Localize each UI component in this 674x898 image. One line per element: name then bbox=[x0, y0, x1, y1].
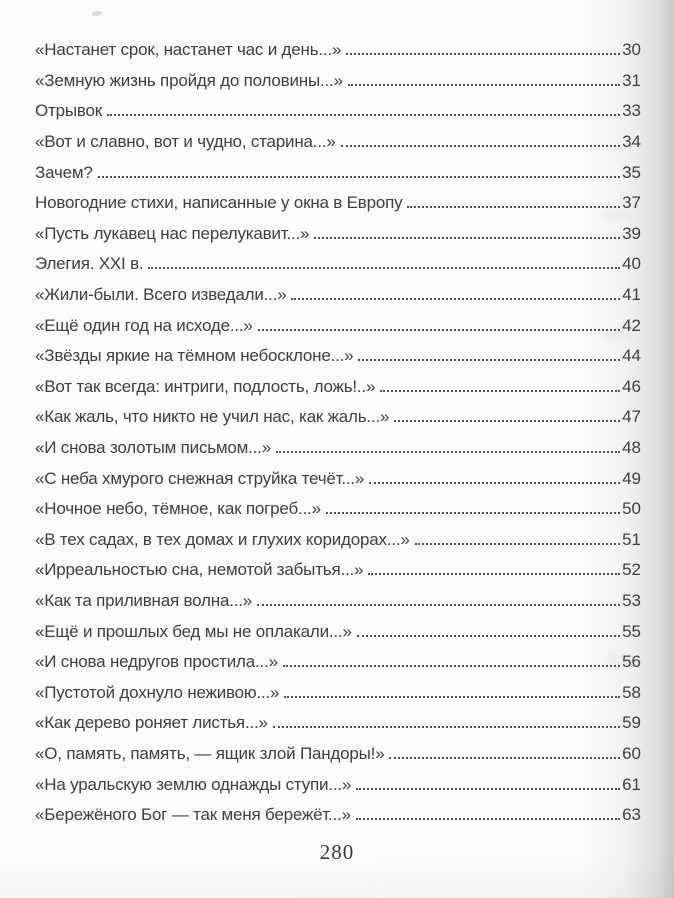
toc-entry-page: 61 bbox=[622, 774, 641, 794]
toc-entry-title: «Как та приливная волна...» bbox=[35, 590, 253, 610]
toc-entry-page: 50 bbox=[622, 499, 641, 519]
toc-entry-title: «Жили-были. Всего изведали...» bbox=[35, 285, 287, 305]
toc-entry bbox=[35, 555, 641, 586]
toc-entry bbox=[35, 35, 641, 66]
toc-entry-page: 34 bbox=[622, 132, 641, 152]
dot-leader bbox=[341, 145, 620, 147]
toc-entry-page: 35 bbox=[622, 162, 641, 182]
page-number: 280 bbox=[319, 840, 355, 864]
toc-entry-page: 58 bbox=[622, 682, 641, 702]
toc-entry-page: 44 bbox=[622, 346, 641, 366]
dot-leader bbox=[394, 420, 620, 422]
dot-leader bbox=[356, 818, 620, 820]
toc-entry-title: «О, память, память, — ящик злой Пандоры!» bbox=[35, 743, 385, 763]
dot-leader bbox=[369, 482, 620, 484]
dot-leader bbox=[284, 696, 620, 698]
toc-entry-title: «В тех садах, в тех домах и глухих коридорах...» bbox=[35, 529, 410, 549]
toc-entry-page: 30 bbox=[622, 40, 641, 60]
toc-entry-page: 55 bbox=[622, 621, 641, 641]
toc-entry-page: 42 bbox=[622, 315, 641, 335]
toc-entry bbox=[35, 708, 641, 739]
dot-leader bbox=[346, 53, 620, 55]
toc-entry-title: «Ещё один год на исходе...» bbox=[35, 315, 253, 335]
toc-entry bbox=[35, 219, 641, 250]
dot-leader bbox=[389, 757, 620, 759]
toc-entry bbox=[35, 463, 641, 494]
dot-leader bbox=[314, 237, 620, 239]
toc-entry bbox=[35, 494, 641, 525]
dot-leader bbox=[258, 329, 620, 331]
toc-entry-page: 51 bbox=[622, 529, 641, 549]
toc-entry bbox=[35, 280, 641, 311]
dot-leader bbox=[291, 298, 620, 300]
dot-leader bbox=[407, 206, 620, 208]
toc-entry-title: «Земную жизнь пройдя до половины...» bbox=[35, 70, 343, 90]
toc-entry bbox=[35, 647, 641, 678]
toc-entry-page: 40 bbox=[622, 254, 641, 274]
toc-entry-page: 33 bbox=[622, 101, 641, 121]
dot-leader bbox=[357, 635, 620, 637]
toc-entry-page: 31 bbox=[622, 70, 641, 90]
dot-leader bbox=[273, 726, 620, 728]
toc-entry bbox=[35, 586, 641, 617]
toc-entry-page: 59 bbox=[622, 713, 641, 733]
toc-entry-page: 41 bbox=[622, 285, 641, 305]
toc-entry bbox=[35, 66, 641, 97]
toc-entry-page: 49 bbox=[622, 468, 641, 488]
toc-entry bbox=[35, 127, 641, 158]
toc-entry-title: Новогодние стихи, написанные у окна в Европу bbox=[35, 193, 403, 213]
toc-entry-title: «И снова недругов простила...» bbox=[35, 652, 278, 672]
dot-leader bbox=[415, 543, 620, 545]
toc-entry-page: 37 bbox=[622, 193, 641, 213]
dot-leader bbox=[348, 84, 620, 86]
toc-entry-title: «На уральскую землю однажды ступи...» bbox=[35, 774, 352, 794]
toc-entry-page: 60 bbox=[622, 743, 641, 763]
toc-entry bbox=[35, 310, 641, 341]
dot-leader bbox=[257, 604, 620, 606]
toc-entry-page: 46 bbox=[622, 376, 641, 396]
toc-entry-title: «И снова золотым письмом...» bbox=[35, 438, 271, 458]
toc-entry bbox=[35, 96, 641, 127]
toc-entry-page: 53 bbox=[622, 590, 641, 610]
toc-entry bbox=[35, 525, 641, 556]
toc-entry-title: «Вот так всегда: интриги, подлость, ложь!..» bbox=[35, 376, 376, 396]
toc-entry bbox=[35, 739, 641, 770]
dot-leader bbox=[98, 176, 620, 178]
toc-entry-title: «Как дерево роняет листья...» bbox=[35, 713, 268, 733]
toc-entry-title: «Как жаль, что никто не учил нас, как жаль...» bbox=[35, 407, 390, 427]
toc-entry-title: «Ирреальностью сна, немотой забытья...» bbox=[35, 560, 364, 580]
toc-entry bbox=[35, 677, 641, 708]
toc-entry bbox=[35, 249, 641, 280]
toc-entry-title: «Настанет срок, настанет час и день...» bbox=[35, 40, 342, 60]
dot-leader bbox=[276, 451, 620, 453]
dot-leader bbox=[380, 390, 620, 392]
toc-entry-page: 63 bbox=[622, 805, 641, 825]
toc-entry-title: «Ночное небо, тёмное, как погреб...» bbox=[35, 499, 321, 519]
toc-entry bbox=[35, 188, 641, 219]
toc-entry-title: «Вот и славно, вот и чудно, старина...» bbox=[35, 132, 336, 152]
toc-entry-page: 47 bbox=[622, 407, 641, 427]
dot-leader bbox=[107, 114, 620, 116]
toc-entry-page: 48 bbox=[622, 438, 641, 458]
toc-entry bbox=[35, 157, 641, 188]
toc-entry-page: 56 bbox=[622, 652, 641, 672]
toc-entry-title: Элегия. XXI в. bbox=[35, 254, 144, 274]
toc-entry-title: Зачем? bbox=[35, 162, 93, 182]
toc-entry bbox=[35, 616, 641, 647]
toc-entry-title: «Пустотой дохнуло неживою...» bbox=[35, 682, 280, 702]
toc-entry-page: 39 bbox=[622, 223, 641, 243]
dot-leader bbox=[326, 512, 620, 514]
toc-entry-title: «С неба хмурого снежная струйка течёт...» bbox=[35, 468, 365, 488]
dot-leader bbox=[283, 665, 620, 667]
dot-leader bbox=[148, 267, 620, 269]
toc-entry bbox=[35, 800, 641, 831]
toc-entry-title: «Бережёного Бог — так меня бережёт...» bbox=[35, 805, 351, 825]
toc-entry-title: Отрывок bbox=[35, 101, 103, 121]
dot-leader bbox=[356, 788, 620, 790]
toc-entry-title: «Ещё и прошлых бед мы не оплакали...» bbox=[35, 621, 352, 641]
toc-entry bbox=[35, 402, 641, 433]
dot-leader bbox=[368, 573, 620, 575]
toc-entry bbox=[35, 433, 641, 464]
toc-entry bbox=[35, 372, 641, 403]
toc-entry-page: 52 bbox=[622, 560, 641, 580]
toc-entry-title: «Пусть лукавец нас перелукавит...» bbox=[35, 223, 310, 243]
toc-entry-title: «Звёзды яркие на тёмном небосклоне...» bbox=[35, 346, 354, 366]
dot-leader bbox=[358, 359, 620, 361]
toc-entry bbox=[35, 341, 641, 372]
table-of-contents bbox=[35, 0, 641, 830]
toc-entry bbox=[35, 769, 641, 800]
